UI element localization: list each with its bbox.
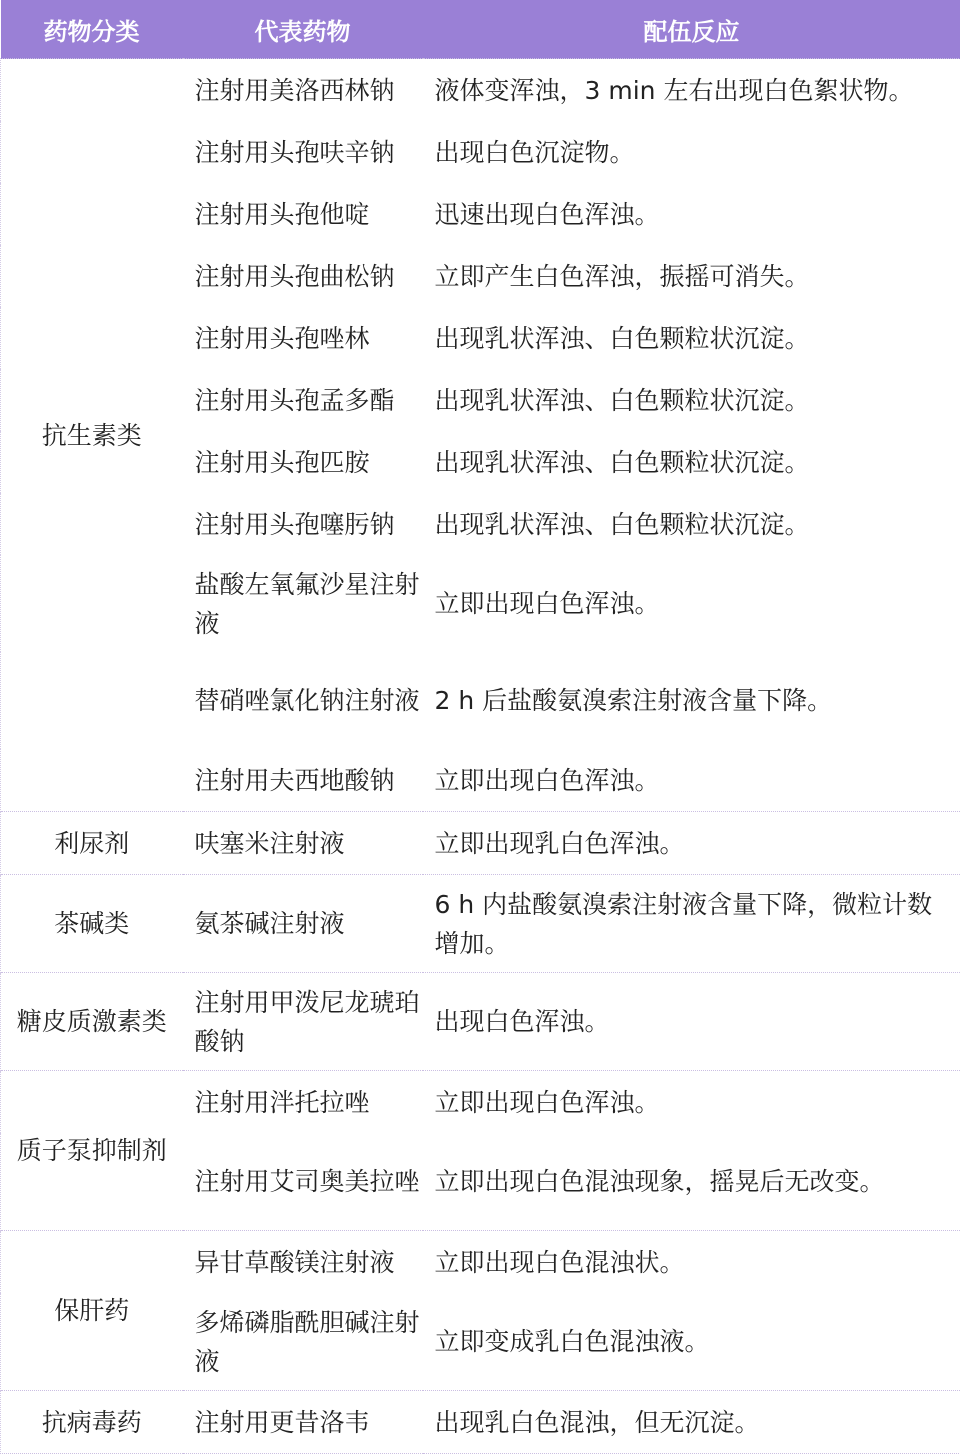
header-category: 药物分类 xyxy=(1,0,183,59)
drug-cell: 注射用更昔洛韦 xyxy=(183,1391,423,1454)
drug-cell: 注射用美洛西林钠 xyxy=(183,59,423,122)
drug-cell: 注射用头孢他啶 xyxy=(194,199,370,229)
drug-cell: 呋塞米注射液 xyxy=(183,812,423,875)
drug-cell: 注射用泮托拉唑 xyxy=(183,1071,423,1134)
header-row xyxy=(1,0,960,59)
table-row xyxy=(1,1231,960,1294)
reaction-cell: 出现乳状浑浊、白色颗粒状沉淀。 xyxy=(423,307,960,369)
reaction-cell: 立即变成乳白色混浊液。 xyxy=(423,1293,960,1391)
drug-cell: 注射用头孢匹胺 xyxy=(194,447,370,477)
drug-cell: 注射用头孢孟多酯 xyxy=(194,385,395,415)
category-cell: 利尿剂 xyxy=(1,812,183,875)
category-cell: 抗生素类 xyxy=(1,59,183,812)
category-cell: 抗病毒药 xyxy=(1,1391,183,1454)
reaction-cell: 立即出现白色浑浊。 xyxy=(423,555,960,652)
reaction-cell: 立即出现白色混浊状。 xyxy=(423,1231,960,1294)
header-reaction: 配伍反应 xyxy=(423,0,960,59)
table-row xyxy=(1,59,960,122)
reaction-cell: 出现乳状浑浊、白色颗粒状沉淀。 xyxy=(423,493,960,555)
drug-cell: 注射用头孢唑林 xyxy=(194,323,370,353)
reaction-cell: 出现白色浑浊。 xyxy=(423,973,960,1071)
reaction-cell: 出现乳白色混浊，但无沉淀。 xyxy=(423,1391,960,1454)
reaction-cell: 立即出现白色浑浊。 xyxy=(423,749,960,812)
reaction-cell: 2 h 后盐酸氨溴索注射液含量下降。 xyxy=(423,652,960,749)
table-row xyxy=(1,1391,960,1454)
reaction-cell: 立即出现乳白色浑浊。 xyxy=(423,812,960,875)
drug-cell: 注射用夫西地酸钠 xyxy=(194,765,395,795)
drug-cell: 注射用甲泼尼龙琥珀酸钠 xyxy=(183,973,423,1071)
drug-cell: 盐酸左氧氟沙星注射液 xyxy=(194,569,420,638)
drug-cell: 注射用艾司奥美拉唑 xyxy=(194,1167,420,1196)
reaction-cell: 出现白色沉淀物。 xyxy=(423,121,960,183)
table-row xyxy=(1,973,960,1071)
category-cell: 质子泵抑制剂 xyxy=(1,1071,183,1231)
drug-cell: 注射用头孢呋辛钠 xyxy=(194,137,395,167)
reaction-cell: 6 h 内盐酸氨溴索注射液含量下降，微粒计数增加。 xyxy=(423,875,960,973)
table-row xyxy=(1,875,960,973)
drug-cell: 替硝唑氯化钠注射液 xyxy=(194,686,420,715)
drug-cell: 异甘草酸镁注射液 xyxy=(183,1231,423,1294)
category-cell: 保肝药 xyxy=(1,1231,183,1391)
table-row xyxy=(1,812,960,875)
reaction-cell: 液体变浑浊，3 min 左右出现白色絮状物。 xyxy=(423,59,960,122)
reaction-cell: 立即出现白色浑浊。 xyxy=(423,1071,960,1134)
reaction-cell: 立即出现白色混浊现象，摇晃后无改变。 xyxy=(423,1133,960,1231)
table-row xyxy=(1,1071,960,1134)
header-drug: 代表药物 xyxy=(183,0,423,59)
drug-cell: 氨茶碱注射液 xyxy=(183,875,423,973)
reaction-cell: 出现乳状浑浊、白色颗粒状沉淀。 xyxy=(423,431,960,493)
reaction-cell: 迅速出现白色浑浊。 xyxy=(423,183,960,245)
category-cell: 糖皮质激素类 xyxy=(1,973,183,1071)
reaction-cell: 立即产生白色浑浊，振摇可消失。 xyxy=(423,245,960,307)
reaction-cell: 出现乳状浑浊、白色颗粒状沉淀。 xyxy=(423,369,960,431)
drug-cell: 注射用头孢曲松钠 xyxy=(194,261,395,291)
drug-cell: 多烯磷脂酰胆碱注射液 xyxy=(194,1307,420,1376)
category-cell: 茶碱类 xyxy=(1,875,183,973)
drug-cell: 注射用头孢噻肟钠 xyxy=(194,509,395,539)
